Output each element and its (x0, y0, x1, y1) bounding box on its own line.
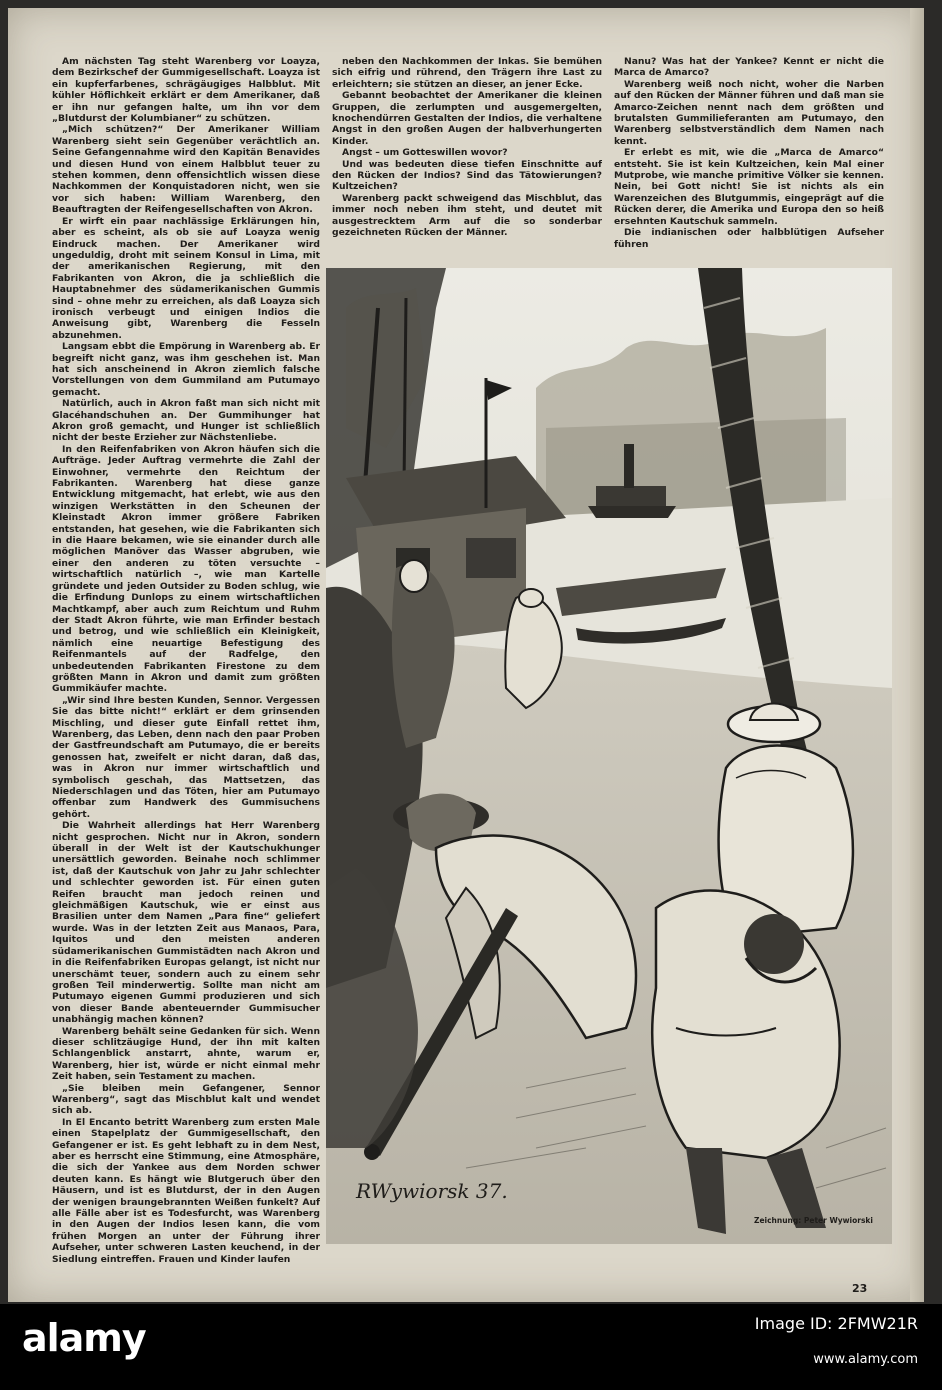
paragraph: neben den Nachkommen der Inkas. Sie bemühen sich eifrig und rührend, den Trägern ihre Last zu erleichtern; sie stützen an dieser, an jener Ecke. (332, 56, 602, 90)
paragraph: Nanu? Was hat der Yankee? Kennt er nicht die Marca de Amarco? (614, 56, 884, 79)
paragraph: Er wirft ein paar nachlässige Erklärungen hin, aber es scheint, als ob sie auf Loayza wenig Eindruck machen. Der Amerikaner wird ungeduldig, droht mit seinem Konsul in Lima, mit der amerikanischen Regierung, mit den Fabrikanten von Akron, die ja schließlich die Hauptabnehmer des südamerikanischen Gummis sind – ohne mehr zu erreichen, als daß Loayza sich ironisch verbeugt und einigen Indios die Anweisung gibt, Warenberg die Fesseln abzunehmen. (52, 215, 320, 341)
illustration-caption: Zeichnung: Peter Wywiorski (754, 1216, 873, 1225)
image-id: Image ID: 2FMW21R (754, 1314, 918, 1333)
footer-url: www.alamy.com (813, 1352, 918, 1367)
charcoal-illustration (326, 268, 892, 1244)
paragraph: Natürlich, auch in Akron faßt man sich nicht mit Glacéhandschuhen an. Der Gummihunger hat Akron groß gemacht, und Hunger ist schließlich nicht der beste Erzieher zur Nächstenliebe. (52, 398, 320, 444)
paragraph: In den Reifenfabriken von Akron häufen sich die Aufträge. Jeder Auftrag vermehrte die Zahl der Einwohner, vermehrte den Reichtum der Fabrikanten. Warenberg hat diese ganze Entwicklung mitgemacht, hat erlebt, wie aus den winzigen Werkstätten in den Scheunen der Kleinstadt Akron immer größere Fabriken entstanden, hat gesehen, wie die Fabrikanten sich in die Haare bekamen, wie sie einander durch alle möglichen Manöver das Wasser abgruben, wie einer den anderen zu töten versuchte – wirtschaftlich natürlich –, wie man Kartelle gründete und jeden Outsider zu Boden schlug, wie die Erfindung Dunlops zu einem wirtschaftlichen Machtkampf, aber auch zum Reichtum und Ruhm der Stadt Akron führte, wie man Erfinder bestach und betrog, und wie schließlich ein Kleinigkeit, nämlich eine neuartige Befestigung des Reifenmantels auf der Radfelge, den unbedeutenden Fabrikanten Firestone zu dem größten Mann in Akron und damit zum größten Gummikäufer machte. (52, 443, 320, 695)
paragraph: „Wir sind Ihre besten Kunden, Sennor. Vergessen Sie das bitte nicht!“ erklärt er dem grinsenden Mischling, und dieser gute Einfall rettet ihm, Warenberg, das Leben, denn nach den paar Proben der Gastfreundschaft am Putumayo, die er bereits genossen hat, zweifelt er nicht daran, daß das, was in Akron nur immer wirtschaftlich und symbolisch geschah, das Mattsetzen, das Niederschlagen und das Töten, hier am Putumayo offenbar zum Handwerk des Gummisuchens gehört. (52, 694, 320, 820)
artist-signature: RWywiorsk 37. (356, 1179, 508, 1203)
text-column-2 (332, 56, 602, 262)
text-column-3 (614, 56, 884, 262)
alamy-logo: alamy (22, 1316, 146, 1360)
paragraph: Langsam ebbt die Empörung in Warenberg ab. Er begreift nicht ganz, was ihm geschehen ist. Man hat sich anscheinend in Akron ziemlich falsche Vorstellungen von dem Gummiland am Putumayo gemacht. (52, 341, 320, 398)
text-column-1 (52, 56, 320, 1296)
paragraph: Die indianischen oder halbblütigen Aufseher führen (614, 227, 884, 250)
page-number: 23 (852, 1282, 868, 1295)
paragraph: Er erlebt es mit, wie die „Marca de Amarco“ entsteht. Sie ist kein Kultzeichen, kein Mal einer Mutprobe, wie manche primitive Völker sie kennen. Nein, bei Gott nicht! Sie ist nichts als ein Warenzeichen des Blutgummis, eingeprägt auf die Rücken derer, die Amerika und Europa den so heiß ersehnten Kautschuk sammeln. (614, 147, 884, 227)
paragraph: Warenberg behält seine Gedanken für sich. Wenn dieser schlitzäugige Hund, der ihn mit kalten Schlangenblick anstarrt, ahnte, warum er, Warenberg, hier ist, würde er nicht einmal mehr Zeit haben, sein Testament zu machen. (52, 1025, 320, 1083)
paragraph: Warenberg packt schweigend das Mischblut, das immer noch neben ihm steht, und deutet mit ausgestrecktem Arm auf die so sonderbar gezeichneten Rücken der Männer. (332, 192, 602, 239)
paragraph: Am nächsten Tag steht Warenberg vor Loayza, dem Bezirkschef der Gummigesellschaft. Loayza ist ein kupferfarbenes, schrägäugiges Halbblut. Mit kühler Höflichkeit erklärt er dem Amerikaner, daß er ihn nur gefangen halte, um ihn vor dem „Blutdurst der Kolumbianer“ zu schützen. (52, 56, 320, 125)
paragraph: In El Encanto betritt Warenberg zum ersten Male einen Stapelplatz der Gummigesellschaft, den Gefangener er ist. Es geht lebhaft zu in dem Nest, aber es herrscht eine Stimmung, eine Atmosphäre, die sich der Yankee aus dem Norden schwer deuten kann. Es hängt wie Blutgeruch über den Häusern, und ist es Blutdurst, der in den Augen der wenigen braungebrannten Weißen funkelt? Auf alle Fälle aber ist es Todesfurcht, was Warenberg in den Augen der Indios lesen kann, die vom frühen Morgen an unter der Führung ihrer Aufseher, unter schweren Lasten keuchend, in der Siedlung eintreffen. Frauen und Kinder laufen (52, 1116, 320, 1265)
paragraph: Die Wahrheit allerdings hat Herr Warenberg nicht gesprochen. Nicht nur in Akron, sondern überall in der Welt ist der Kautschukhunger unersättlich geworden. Beinahe noch schlimmer ist, daß der Kautschuk von Jahr zu Jahr schlechter und schlechter geworden ist. Für einen guten Reifen braucht man jedoch reinen und gleichmäßigen Kautschuk, wie er einst aus Brasilien unter dem Namen „Para fine“ geliefert wurde. Was in der letzten Zeit aus Manaos, Para, Iquitos und den meisten anderen südamerikanischen Gummistädten nach Akron und in die Reifenfabriken Europas gelangt, ist nicht nur unerschämt teuer, sondern auch zu einem sehr großen Teil minderwertig. Sollte man nicht am Putumayo eigenen Gummi produzieren und sich von dieser Bande abenteuernder Gummisucher unabhängig machen können? (52, 820, 320, 1026)
paragraph: Angst – um Gotteswillen wovor? (342, 147, 508, 159)
watermark-footer (0, 1304, 942, 1390)
paragraph: „Sie bleiben mein Gefangener, Sennor Warenberg“, sagt das Mischblut kalt und wendet sich ab. (52, 1082, 320, 1117)
paragraph: Gebannt beobachtet der Amerikaner die kleinen Gruppen, die zerlumpten und ausgemergelten, knochendürren Gestalten der Indios, die verhaltene Angst in den großen Augen der halbverhungerten Kinder. (332, 90, 602, 147)
paragraph: Warenberg weiß noch nicht, woher die Narben auf den Rücken der Männer führen und daß man sie Amarco-Zeichen nennt nach dem größten und brutalsten Gummilieferanten am Putumayo, den Warenberg selbstverständlich dem Namen nach kennt. (614, 78, 884, 147)
paragraph: Und was bedeuten diese tiefen Einschnitte auf den Rücken der Indios? Sind das Tätowierungen? Kultzeichen? (332, 158, 602, 193)
page-edge (910, 8, 924, 1302)
paragraph: „Mich schützen?“ Der Amerikaner William Warenberg sieht sein Gegenüber verächtlich an. Seine Gefangennahme wird den Kapitän Benavides und diesen Hund von einem Halbblut teuer zu stehen kommen, denn offensichtlich wissen diese Nachkommen der Konquistadoren nicht, wen sie vor sich haben: William Warenberg, den Beauftragten der Reifengesellschaften von Akron. (52, 124, 320, 216)
